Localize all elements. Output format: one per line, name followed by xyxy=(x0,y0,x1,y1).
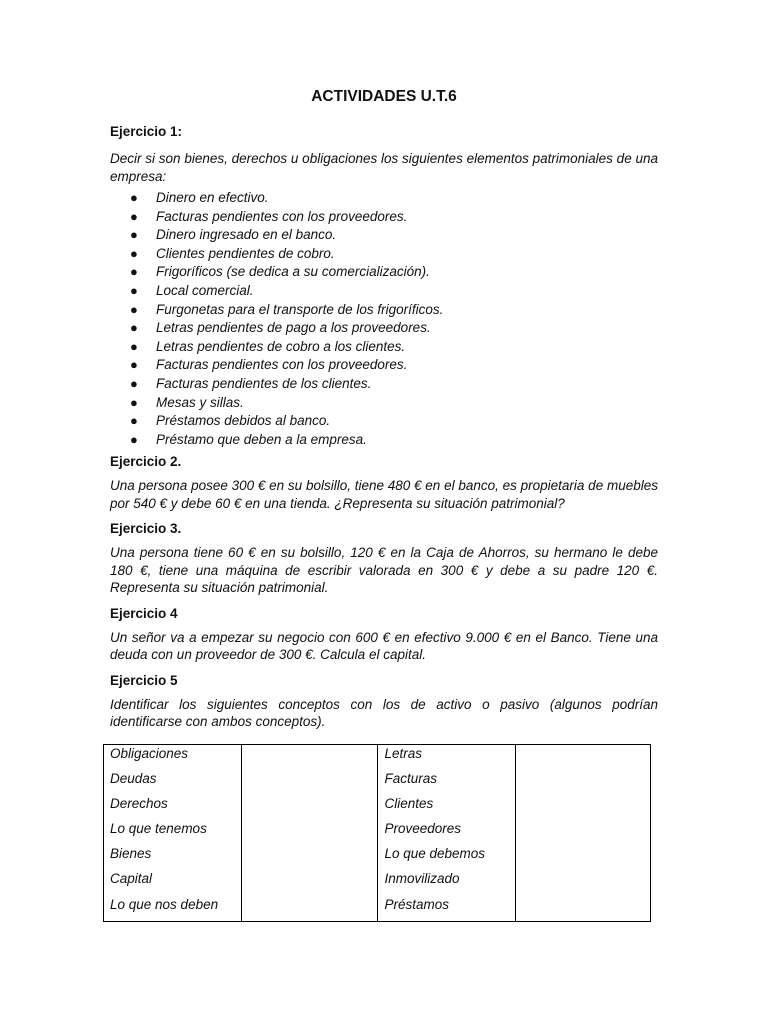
table-column-answers-right xyxy=(516,745,651,922)
table-cell: Capital xyxy=(110,871,153,887)
list-item: ● Furgonetas para el transporte de los frigoríficos. xyxy=(110,301,658,320)
table-cell: Préstamos xyxy=(384,896,450,912)
bullet-icon: ● xyxy=(130,357,138,373)
exercise-4-heading: Ejercicio 4 xyxy=(110,605,178,621)
exercise-3-heading: Ejercicio 3. xyxy=(110,521,182,537)
exercise-1-heading: Ejercicio 1: xyxy=(110,124,183,139)
list-item: ● Dinero en efectivo. xyxy=(110,189,658,208)
bullet-icon: ● xyxy=(130,338,138,354)
exercise-1-list xyxy=(110,189,658,449)
bullet-icon: ● xyxy=(130,431,138,447)
concepts-table xyxy=(103,744,651,922)
document-page xyxy=(110,88,658,735)
exercise-5-text: Identificar los siguientes conceptos con los de activo o pasivo (algunos podrían identificarse con ambos conceptos). xyxy=(110,696,658,730)
exercise-3-text: Una persona tiene 60 € en su bolsillo, 120 € en la Caja de Ahorros, su hermano le debe 180 €, tiene una máquina de escribir valorada en 300 € y debe a su padre 120 €. Representa su situación patrimonial. xyxy=(110,545,658,596)
exercise-4-text: Un señor va a empezar su negocio con 600 € en efectivo 9.000 € en el Banco. Tiene una deuda con un proveedor de 300 €. Calcula el capital. xyxy=(110,629,658,663)
list-item: ● Facturas pendientes con los proveedores. xyxy=(110,356,658,375)
list-item: ● Préstamo que deben a la empresa. xyxy=(110,431,658,450)
list-item: ● Frigoríficos (se dedica a su comercialización). xyxy=(110,263,658,282)
bullet-icon: ● xyxy=(130,394,138,410)
document-title: ACTIVIDADES U.T.6 xyxy=(311,88,457,105)
list-item: ● Local comercial. xyxy=(110,282,658,301)
bullet-icon: ● xyxy=(130,264,138,280)
bullet-icon: ● xyxy=(130,320,138,336)
table-cell: Letras xyxy=(384,746,423,761)
list-item: ● Clientes pendientes de cobro. xyxy=(110,245,658,264)
table-cell: Bienes xyxy=(110,846,152,862)
exercise-2-heading: Ejercicio 2. xyxy=(110,454,182,470)
table-cell: Derechos xyxy=(110,796,168,812)
bullet-icon: ● xyxy=(130,208,138,224)
bullet-icon: ● xyxy=(130,413,138,429)
bullet-icon: ● xyxy=(130,227,138,243)
list-item: ● Letras pendientes de cobro a los clientes. xyxy=(110,338,658,357)
list-item: ● Facturas pendientes de los clientes. xyxy=(110,375,658,394)
bullet-icon: ● xyxy=(130,245,138,261)
bullet-icon: ● xyxy=(130,190,138,205)
table-cell: Lo que nos deben xyxy=(110,896,219,912)
table-cell: Inmovilizado xyxy=(384,871,460,887)
table-cell: Facturas xyxy=(384,771,438,787)
table-column-concepts-left xyxy=(104,745,242,922)
exercise-1-intro: Decir si son bienes, derechos u obligaciones los siguientes elementos patrimoniales de una empresa: xyxy=(110,151,658,184)
list-item: ● Letras pendientes de pago a los proveedores. xyxy=(110,319,658,338)
table-cell: Deudas xyxy=(110,771,157,787)
bullet-icon: ● xyxy=(130,301,138,317)
bullet-icon: ● xyxy=(130,375,138,391)
exercise-2-text: Una persona posee 300 € en su bolsillo, tiene 480 € en el banco, es propietaria de muebles por 540 € y debe 60 € en una tienda. ¿Representa su situación patrimonial? xyxy=(110,478,658,511)
table-cell: Lo que debemos xyxy=(384,846,486,862)
list-item: ● Facturas pendientes con los proveedores. xyxy=(110,208,658,227)
list-item: ● Dinero ingresado en el banco. xyxy=(110,226,658,245)
list-item: ● Préstamos debidos al banco. xyxy=(110,412,658,431)
table-cell: Clientes xyxy=(384,796,434,812)
bullet-icon: ● xyxy=(130,282,138,298)
table-column-concepts-right xyxy=(378,745,516,922)
table-cell: Proveedores xyxy=(384,821,462,837)
list-item: ● Mesas y sillas. xyxy=(110,394,658,413)
table-cell: Lo que tenemos xyxy=(110,821,207,837)
table-column-answers-left xyxy=(241,745,378,922)
table-cell: Obligaciones xyxy=(110,746,189,761)
exercise-5-heading: Ejercicio 5 xyxy=(110,672,178,688)
